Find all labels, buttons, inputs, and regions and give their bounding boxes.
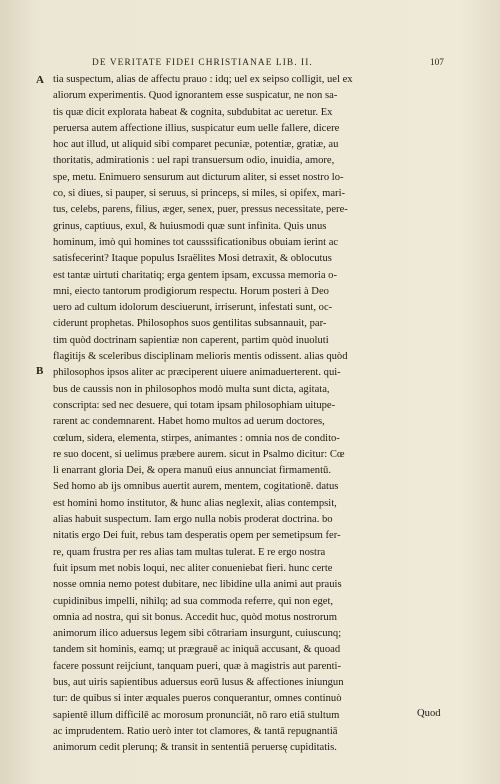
text-line: tandem sit hominis, eamq; ut prægrauē ac iniquā accusant, & quoad (53, 644, 341, 656)
text-line: bus, aut uiris sapientibus aduersus eorū lusus & affectiones iniungun (53, 676, 344, 688)
text-line: conscripta: sed nec desuere, qui totam ipsam philosophiam uitupe- (53, 399, 336, 411)
text-line: alias habuit suspectum. Iam ergo nulla nobis proderat doctrina. bo (53, 514, 333, 526)
text-block (53, 72, 453, 756)
text-line: nosse omnia nemo potest dubitare, nec libidine ulla animi aut prauis (53, 579, 342, 591)
margin-mark-a: A (36, 74, 44, 86)
page-number: 107 (430, 58, 444, 68)
text-line: thoritatis, admirationis : uel rapi transuersum odio, inuidia, amore, (53, 155, 335, 167)
text-line: Sed homo ab ijs omnibus auertit aurem, mentem, cogitationē. datus (53, 481, 339, 493)
text-line: tim quòd doctrinam sapientiæ non caperent, partim quòd inuoluti (53, 334, 329, 346)
text-line: re suo docent, si uelimus præbere aurem. sicut in Psalmo dicitur: Cœ (53, 448, 345, 460)
text-line: bus de caussis non in philosophos modò multa sunt dicta, agitata, (53, 383, 330, 395)
margin-mark-b: B (36, 365, 44, 377)
text-line: ciderunt prophetas. Philosophos suos gentilitas subsannauit, par- (53, 318, 327, 330)
text-line: cupidinibus impelli, nihilq; ad sua commoda referre, qui non eget, (53, 595, 334, 607)
text-line: fuit ipsum met nobis loqui, nec aliter conueniebat fieri. hunc certe (53, 562, 333, 574)
text-line: satisfecerint? Itaque populus Israëlites Mosi detraxit, & oblocutus (53, 253, 332, 265)
text-line: hoc aut illud, ut aliquid sibi comparet pecuniæ, potentiæ, gratiæ, au (53, 139, 339, 151)
text-line: nitatis ergo Dei fuit, rebus tam desperatis opem per semetipsum fer- (53, 530, 341, 542)
text-line: est tantæ uirtuti charitatiq; erga gentem ipsam, excussa memoria o- (53, 269, 337, 281)
text-line: mni, eiecto tantorum prodigiorum respectu. Horum posteri à Deo (53, 285, 329, 297)
catchword: Quod (417, 708, 441, 719)
text-line: spe, metu. Enimuero sensurum aut dicturum aliter, si esset nostro lo- (53, 171, 344, 183)
text-line: tia suspectum, alias de affectu prauo : idq; uel ex seipso colligit, uel ex (53, 74, 353, 85)
text-line: animorum cedit plerunq; & transit in sententiā peruersę cupiditatis. (53, 742, 337, 754)
text-line: tis quæ dicit explorata habeat & cognita, subdubitat ac ueretur. Ex (53, 106, 333, 118)
text-line: ac imprudentem. Ratio uerò inter tot clamores, & tantā repugnantiā (53, 725, 338, 737)
text-line: flagitijs & sceleribus disciplinam melioris mentis odissent. alias quòd (53, 351, 348, 363)
text-line: philosophos ipsos aliter ac præciperent uiuere animaduerterent. qui- (53, 367, 341, 379)
text-line: cœlum, sidera, elementa, stirpes, animantes : omnia nos de condito- (53, 432, 340, 444)
text-line: peruersa autem affectione illius, suspicatur eum uelle fallere, dicere (53, 122, 340, 134)
text-line: facere possunt reijciunt, tanquam pueri, quæ à magistris aut parenti- (53, 660, 342, 672)
text-line: est homini homo institutor, & hunc alias neglexit, alias contempsit, (53, 497, 337, 509)
text-line: sapientē illum difficilē ac morosum pronunciāt, nō raro etiā stultum (53, 709, 340, 721)
text-line: uero ad cultum idolorum desciuerunt, irriserunt, infestati sunt, oc- (53, 302, 333, 314)
text-line: aliorum experimentis. Quod ignorantem esse suspicatur, ne non sa- (53, 90, 338, 102)
text-line: tus, celebs, parens, filius, æger, senex, puer, pressus necessitate, pere- (53, 204, 348, 216)
text-line: hominum, imò qui homines tot causssificationibus obuiam ierint ac (53, 236, 339, 248)
text-line: rarent ac condemnarent. Habet homo multos ad uerum doctores, (53, 416, 325, 428)
text-line: tur: de quibus si inter æquales pueros conquerantur, omnes continuò (53, 693, 342, 705)
text-line: co, si diues, si pauper, si seruus, si princeps, si miles, si opifex, mari- (53, 188, 346, 200)
text-line: li enarrant gloria Dei, & opera manuū eius annunciat firmamentū. (53, 465, 331, 477)
running-head: DE VERITATE FIDEI CHRISTIANAE LIB. II. (92, 58, 313, 68)
text-line: grinus, captiuus, exul, & huiusmodi quæ sunt infinita. Quis unus (53, 220, 327, 232)
text-line: omnia ad nostra, qui sit bonus. Accedit huc, quòd motus nostrorum (53, 611, 337, 623)
text-line: re, quam frustra per res alias tam multas tulerat. E re ergo nostra (53, 546, 326, 558)
text-line: animorum ilico aduersus legem sibi cōtrariam insurgunt, cuiuscunq; (53, 628, 342, 640)
